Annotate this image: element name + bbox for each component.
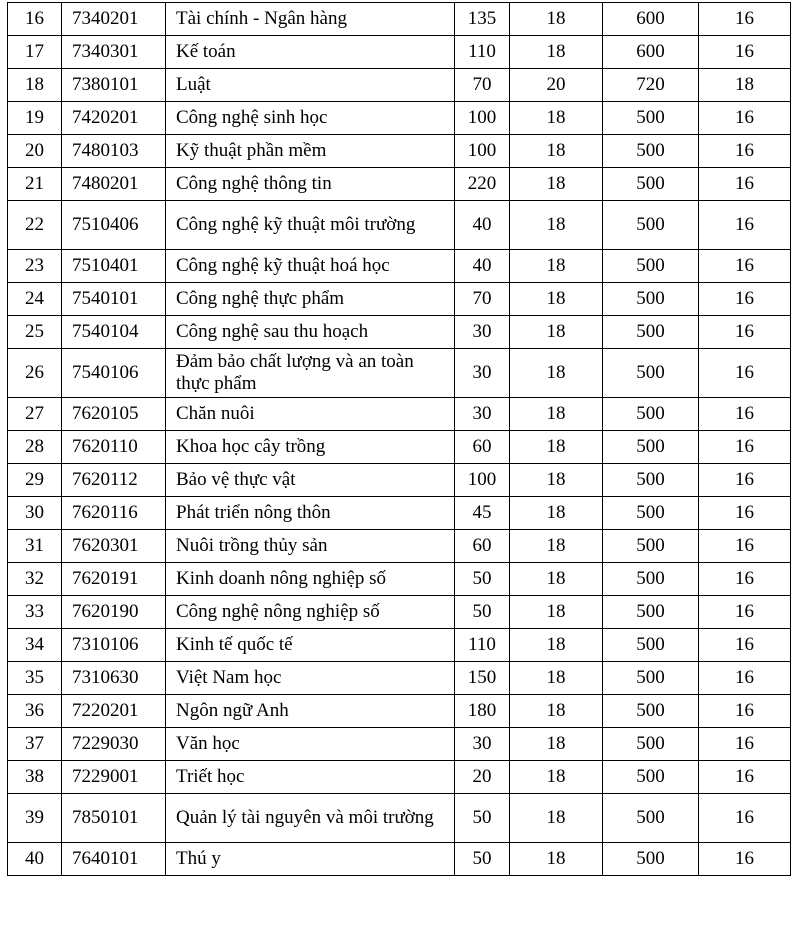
score-value: 18 bbox=[510, 349, 603, 398]
quota-value: 100 bbox=[455, 135, 510, 168]
credits-value: 16 bbox=[699, 843, 791, 876]
program-name: Phát triển nông thôn bbox=[166, 497, 455, 530]
table-row bbox=[8, 135, 791, 168]
program-code: 7540104 bbox=[62, 316, 166, 349]
credits-value: 16 bbox=[699, 3, 791, 36]
credits-value: 16 bbox=[699, 596, 791, 629]
table-row bbox=[8, 563, 791, 596]
credits-value: 16 bbox=[699, 316, 791, 349]
hours-value: 500 bbox=[603, 168, 699, 201]
program-code: 7540101 bbox=[62, 283, 166, 316]
hours-value: 500 bbox=[603, 250, 699, 283]
credits-value: 16 bbox=[699, 629, 791, 662]
credits-value: 16 bbox=[699, 398, 791, 431]
hours-value: 500 bbox=[603, 761, 699, 794]
score-value: 18 bbox=[510, 250, 603, 283]
row-number: 17 bbox=[8, 36, 62, 69]
row-number: 40 bbox=[8, 843, 62, 876]
program-name: Công nghệ thực phẩm bbox=[166, 283, 455, 316]
table-row bbox=[8, 662, 791, 695]
table-row bbox=[8, 794, 791, 843]
program-code: 7220201 bbox=[62, 695, 166, 728]
row-number: 38 bbox=[8, 761, 62, 794]
row-number: 19 bbox=[8, 102, 62, 135]
quota-value: 20 bbox=[455, 761, 510, 794]
score-value: 18 bbox=[510, 201, 603, 250]
table-row bbox=[8, 596, 791, 629]
quota-value: 220 bbox=[455, 168, 510, 201]
credits-value: 16 bbox=[699, 431, 791, 464]
row-number: 30 bbox=[8, 497, 62, 530]
program-name: Công nghệ sinh học bbox=[166, 102, 455, 135]
quota-value: 150 bbox=[455, 662, 510, 695]
table-row bbox=[8, 629, 791, 662]
program-name: Quản lý tài nguyên và môi trường bbox=[166, 794, 455, 843]
table-row bbox=[8, 497, 791, 530]
program-name: Nuôi trồng thủy sản bbox=[166, 530, 455, 563]
credits-value: 16 bbox=[699, 761, 791, 794]
quota-value: 70 bbox=[455, 283, 510, 316]
row-number: 28 bbox=[8, 431, 62, 464]
table-row bbox=[8, 3, 791, 36]
credits-value: 18 bbox=[699, 69, 791, 102]
score-value: 18 bbox=[510, 563, 603, 596]
program-code: 7420201 bbox=[62, 102, 166, 135]
quota-value: 110 bbox=[455, 629, 510, 662]
row-number: 24 bbox=[8, 283, 62, 316]
row-number: 36 bbox=[8, 695, 62, 728]
program-code: 7540106 bbox=[62, 349, 166, 398]
table-row bbox=[8, 168, 791, 201]
program-name: Công nghệ thông tin bbox=[166, 168, 455, 201]
table-row bbox=[8, 530, 791, 563]
hours-value: 500 bbox=[603, 497, 699, 530]
credits-value: 16 bbox=[699, 497, 791, 530]
hours-value: 500 bbox=[603, 102, 699, 135]
score-value: 18 bbox=[510, 761, 603, 794]
hours-value: 500 bbox=[603, 398, 699, 431]
score-value: 18 bbox=[510, 3, 603, 36]
credits-value: 16 bbox=[699, 36, 791, 69]
program-name: Kế toán bbox=[166, 36, 455, 69]
score-value: 18 bbox=[510, 497, 603, 530]
hours-value: 500 bbox=[603, 843, 699, 876]
program-code: 7620116 bbox=[62, 497, 166, 530]
table-row bbox=[8, 431, 791, 464]
program-name: Công nghệ nông nghiệp số bbox=[166, 596, 455, 629]
row-number: 29 bbox=[8, 464, 62, 497]
quota-value: 30 bbox=[455, 316, 510, 349]
quota-value: 60 bbox=[455, 431, 510, 464]
score-value: 18 bbox=[510, 431, 603, 464]
program-code: 7340301 bbox=[62, 36, 166, 69]
credits-value: 16 bbox=[699, 662, 791, 695]
table-row bbox=[8, 283, 791, 316]
score-value: 18 bbox=[510, 843, 603, 876]
hours-value: 500 bbox=[603, 596, 699, 629]
row-number: 22 bbox=[8, 201, 62, 250]
row-number: 27 bbox=[8, 398, 62, 431]
score-value: 18 bbox=[510, 102, 603, 135]
hours-value: 500 bbox=[603, 201, 699, 250]
program-name: Thú y bbox=[166, 843, 455, 876]
quota-value: 135 bbox=[455, 3, 510, 36]
row-number: 34 bbox=[8, 629, 62, 662]
row-number: 25 bbox=[8, 316, 62, 349]
hours-value: 500 bbox=[603, 530, 699, 563]
program-code: 7640101 bbox=[62, 843, 166, 876]
program-code: 7620105 bbox=[62, 398, 166, 431]
row-number: 20 bbox=[8, 135, 62, 168]
score-value: 20 bbox=[510, 69, 603, 102]
program-name: Chăn nuôi bbox=[166, 398, 455, 431]
table-row bbox=[8, 695, 791, 728]
score-value: 18 bbox=[510, 135, 603, 168]
hours-value: 500 bbox=[603, 794, 699, 843]
quota-value: 50 bbox=[455, 596, 510, 629]
score-value: 18 bbox=[510, 168, 603, 201]
credits-value: 16 bbox=[699, 563, 791, 596]
credits-value: 16 bbox=[699, 794, 791, 843]
table-row bbox=[8, 843, 791, 876]
program-code: 7620110 bbox=[62, 431, 166, 464]
credits-value: 16 bbox=[699, 728, 791, 761]
quota-value: 60 bbox=[455, 530, 510, 563]
program-code: 7380101 bbox=[62, 69, 166, 102]
row-number: 18 bbox=[8, 69, 62, 102]
hours-value: 500 bbox=[603, 464, 699, 497]
program-code: 7510406 bbox=[62, 201, 166, 250]
quota-value: 40 bbox=[455, 250, 510, 283]
score-value: 18 bbox=[510, 794, 603, 843]
score-value: 18 bbox=[510, 662, 603, 695]
program-name: Văn học bbox=[166, 728, 455, 761]
quota-value: 30 bbox=[455, 349, 510, 398]
hours-value: 500 bbox=[603, 662, 699, 695]
program-name: Ngôn ngữ Anh bbox=[166, 695, 455, 728]
program-code: 7620191 bbox=[62, 563, 166, 596]
score-value: 18 bbox=[510, 629, 603, 662]
hours-value: 600 bbox=[603, 36, 699, 69]
table-row bbox=[8, 398, 791, 431]
score-value: 18 bbox=[510, 530, 603, 563]
table-row bbox=[8, 728, 791, 761]
credits-value: 16 bbox=[699, 201, 791, 250]
score-value: 18 bbox=[510, 316, 603, 349]
credits-value: 16 bbox=[699, 135, 791, 168]
credits-value: 16 bbox=[699, 530, 791, 563]
hours-value: 500 bbox=[603, 431, 699, 464]
hours-value: 500 bbox=[603, 695, 699, 728]
quota-value: 30 bbox=[455, 398, 510, 431]
score-value: 18 bbox=[510, 398, 603, 431]
quota-value: 50 bbox=[455, 563, 510, 596]
program-table bbox=[7, 2, 791, 876]
program-code: 7229030 bbox=[62, 728, 166, 761]
program-code: 7480103 bbox=[62, 135, 166, 168]
row-number: 32 bbox=[8, 563, 62, 596]
table-row bbox=[8, 36, 791, 69]
program-code: 7310106 bbox=[62, 629, 166, 662]
table-row bbox=[8, 102, 791, 135]
row-number: 31 bbox=[8, 530, 62, 563]
program-code: 7510401 bbox=[62, 250, 166, 283]
quota-value: 50 bbox=[455, 843, 510, 876]
hours-value: 720 bbox=[603, 69, 699, 102]
table-row bbox=[8, 761, 791, 794]
quota-value: 30 bbox=[455, 728, 510, 761]
program-name: Công nghệ sau thu hoạch bbox=[166, 316, 455, 349]
quota-value: 110 bbox=[455, 36, 510, 69]
quota-value: 40 bbox=[455, 201, 510, 250]
row-number: 33 bbox=[8, 596, 62, 629]
row-number: 26 bbox=[8, 349, 62, 398]
program-name: Luật bbox=[166, 69, 455, 102]
program-name: Khoa học cây trồng bbox=[166, 431, 455, 464]
hours-value: 600 bbox=[603, 3, 699, 36]
program-name: Triết học bbox=[166, 761, 455, 794]
quota-value: 180 bbox=[455, 695, 510, 728]
program-name: Công nghệ kỹ thuật hoá học bbox=[166, 250, 455, 283]
row-number: 21 bbox=[8, 168, 62, 201]
hours-value: 500 bbox=[603, 316, 699, 349]
row-number: 16 bbox=[8, 3, 62, 36]
score-value: 18 bbox=[510, 728, 603, 761]
program-name: Kinh doanh nông nghiệp số bbox=[166, 563, 455, 596]
credits-value: 16 bbox=[699, 464, 791, 497]
row-number: 35 bbox=[8, 662, 62, 695]
score-value: 18 bbox=[510, 464, 603, 497]
credits-value: 16 bbox=[699, 102, 791, 135]
program-code: 7229001 bbox=[62, 761, 166, 794]
quota-value: 100 bbox=[455, 464, 510, 497]
quota-value: 100 bbox=[455, 102, 510, 135]
program-code: 7620190 bbox=[62, 596, 166, 629]
score-value: 18 bbox=[510, 596, 603, 629]
score-value: 18 bbox=[510, 695, 603, 728]
score-value: 18 bbox=[510, 283, 603, 316]
quota-value: 45 bbox=[455, 497, 510, 530]
program-code: 7620301 bbox=[62, 530, 166, 563]
program-name: Kỹ thuật phần mềm bbox=[166, 135, 455, 168]
hours-value: 500 bbox=[603, 728, 699, 761]
program-name: Bảo vệ thực vật bbox=[166, 464, 455, 497]
table-row bbox=[8, 201, 791, 250]
credits-value: 16 bbox=[699, 168, 791, 201]
table-row bbox=[8, 349, 791, 398]
program-name: Kinh tế quốc tế bbox=[166, 629, 455, 662]
program-name: Việt Nam học bbox=[166, 662, 455, 695]
program-code: 7620112 bbox=[62, 464, 166, 497]
quota-value: 50 bbox=[455, 794, 510, 843]
program-name: Tài chính - Ngân hàng bbox=[166, 3, 455, 36]
hours-value: 500 bbox=[603, 283, 699, 316]
credits-value: 16 bbox=[699, 283, 791, 316]
program-code: 7340201 bbox=[62, 3, 166, 36]
row-number: 39 bbox=[8, 794, 62, 843]
table-row bbox=[8, 250, 791, 283]
program-code: 7480201 bbox=[62, 168, 166, 201]
row-number: 23 bbox=[8, 250, 62, 283]
credits-value: 16 bbox=[699, 695, 791, 728]
table-row bbox=[8, 316, 791, 349]
hours-value: 500 bbox=[603, 629, 699, 662]
program-code: 7850101 bbox=[62, 794, 166, 843]
hours-value: 500 bbox=[603, 135, 699, 168]
score-value: 18 bbox=[510, 36, 603, 69]
table-body bbox=[8, 3, 791, 876]
quota-value: 70 bbox=[455, 69, 510, 102]
hours-value: 500 bbox=[603, 349, 699, 398]
program-name: Đảm bảo chất lượng và an toàn thực phẩm bbox=[166, 349, 455, 398]
table-row bbox=[8, 69, 791, 102]
credits-value: 16 bbox=[699, 250, 791, 283]
credits-value: 16 bbox=[699, 349, 791, 398]
hours-value: 500 bbox=[603, 563, 699, 596]
program-name: Công nghệ kỹ thuật môi trường bbox=[166, 201, 455, 250]
program-code: 7310630 bbox=[62, 662, 166, 695]
table-row bbox=[8, 464, 791, 497]
row-number: 37 bbox=[8, 728, 62, 761]
